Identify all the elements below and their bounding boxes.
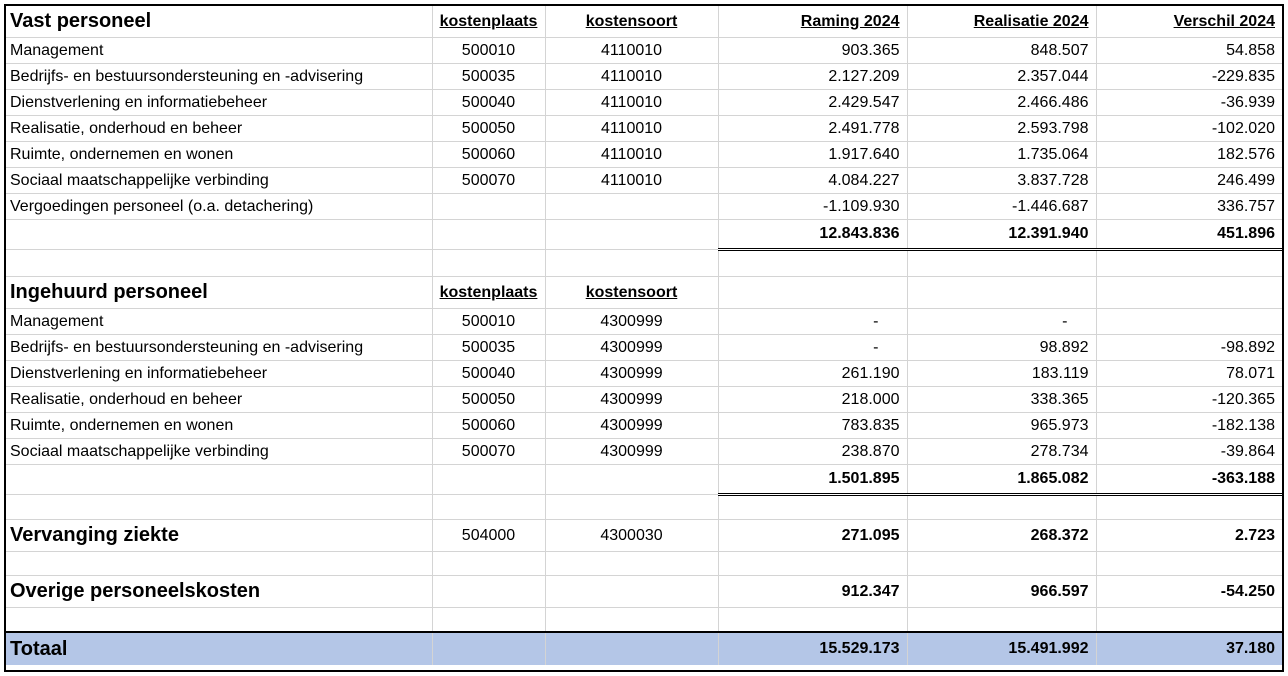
- cell-kostensoort[interactable]: 4110010: [545, 168, 718, 194]
- cell-kostenplaats[interactable]: 500070: [432, 168, 545, 194]
- empty-cell[interactable]: [907, 495, 1096, 520]
- spreadsheet: [4, 4, 1284, 672]
- cell-verschil[interactable]: 78.071: [1096, 361, 1282, 387]
- overige-row: [6, 576, 1282, 608]
- cell-raming[interactable]: 912.347: [718, 576, 907, 608]
- table-row: [6, 168, 1282, 194]
- cell-raming[interactable]: -1.109.930: [718, 194, 907, 220]
- empty-cell[interactable]: [432, 632, 545, 665]
- spacer-row: [6, 552, 1282, 576]
- spacer-row: [6, 495, 1282, 520]
- section-title-ingehuurd[interactable]: Ingehuurd personeel: [6, 277, 432, 309]
- cell-kostenplaats[interactable]: 500040: [432, 361, 545, 387]
- cell-verschil[interactable]: 336.757: [1096, 194, 1282, 220]
- cell-kostensoort[interactable]: 4110010: [545, 90, 718, 116]
- empty-cell[interactable]: [907, 250, 1096, 277]
- vast-subtotal-row: [6, 220, 1282, 250]
- cell-kostensoort[interactable]: 4110010: [545, 38, 718, 64]
- row-label[interactable]: Sociaal maatschappelijke verbinding: [6, 439, 432, 465]
- empty-cell[interactable]: [432, 220, 545, 250]
- col-header-verschil[interactable]: Verschil 2024: [1096, 6, 1282, 38]
- cell-verschil[interactable]: -54.250: [1096, 576, 1282, 608]
- vast-header-row: [6, 6, 1282, 38]
- empty-cell[interactable]: [718, 552, 907, 576]
- cell-kostenplaats[interactable]: 500060: [432, 413, 545, 439]
- table-row: [6, 194, 1282, 220]
- empty-cell[interactable]: [432, 250, 545, 277]
- cell-realisatie[interactable]: 848.507: [907, 38, 1096, 64]
- personnel-cost-table: [6, 6, 1282, 665]
- cell-verschil[interactable]: -229.835: [1096, 64, 1282, 90]
- cell-kostensoort[interactable]: 4300999: [545, 413, 718, 439]
- cell-kostenplaats[interactable]: 500035: [432, 64, 545, 90]
- empty-cell[interactable]: [432, 495, 545, 520]
- row-label[interactable]: Vergoedingen personeel (o.a. detachering): [6, 194, 432, 220]
- cell-raming[interactable]: 2.127.209: [718, 64, 907, 90]
- cell-realisatie[interactable]: 268.372: [907, 520, 1096, 552]
- col-header-kostensoort[interactable]: kostensoort: [545, 277, 718, 309]
- empty-cell[interactable]: [6, 495, 432, 520]
- empty-cell[interactable]: [545, 608, 718, 633]
- col-header-kostensoort[interactable]: kostensoort: [545, 6, 718, 38]
- cell-verschil[interactable]: 2.723: [1096, 520, 1282, 552]
- empty-cell[interactable]: [718, 277, 907, 309]
- empty-cell[interactable]: [6, 250, 432, 277]
- cell-kostensoort[interactable]: 4110010: [545, 116, 718, 142]
- table-row: [6, 413, 1282, 439]
- cell-realisatie[interactable]: 1.735.064: [907, 142, 1096, 168]
- cell-realisatie[interactable]: 338.365: [907, 387, 1096, 413]
- subtotal-realisatie[interactable]: 1.865.082: [907, 465, 1096, 495]
- spacer-row: [6, 250, 1282, 277]
- row-label[interactable]: Realisatie, onderhoud en beheer: [6, 116, 432, 142]
- cell-verschil[interactable]: [1096, 309, 1282, 335]
- cell-raming[interactable]: 261.190: [718, 361, 907, 387]
- empty-cell[interactable]: [1096, 250, 1282, 277]
- table-row: [6, 387, 1282, 413]
- cell-kostenplaats[interactable]: 500070: [432, 439, 545, 465]
- table-row: [6, 439, 1282, 465]
- empty-cell[interactable]: [718, 608, 907, 633]
- row-label[interactable]: Ruimte, ondernemen en wonen: [6, 413, 432, 439]
- totaal-raming[interactable]: 15.529.173: [718, 632, 907, 665]
- cell-realisatie[interactable]: 965.973: [907, 413, 1096, 439]
- subtotal-raming[interactable]: 12.843.836: [718, 220, 907, 250]
- cell-raming[interactable]: 2.491.778: [718, 116, 907, 142]
- cell-kostensoort[interactable]: 4300999: [545, 361, 718, 387]
- table-row: [6, 90, 1282, 116]
- cell-kostenplaats[interactable]: [432, 194, 545, 220]
- cell-verschil[interactable]: 246.499: [1096, 168, 1282, 194]
- empty-cell[interactable]: [545, 250, 718, 277]
- section-title-vast[interactable]: Vast personeel: [6, 6, 432, 38]
- row-label[interactable]: Management: [6, 309, 432, 335]
- row-label[interactable]: Dienstverlening en informatiebeheer: [6, 90, 432, 116]
- cell-kostensoort[interactable]: 4110010: [545, 142, 718, 168]
- col-header-raming[interactable]: Raming 2024: [718, 6, 907, 38]
- row-label[interactable]: Bedrijfs- en bestuursondersteuning en -advisering: [6, 335, 432, 361]
- empty-cell[interactable]: [545, 495, 718, 520]
- cell-kostensoort[interactable]: 4300999: [545, 335, 718, 361]
- empty-cell[interactable]: [432, 576, 545, 608]
- cell-raming[interactable]: 903.365: [718, 38, 907, 64]
- empty-cell[interactable]: [432, 465, 545, 495]
- empty-cell[interactable]: [907, 277, 1096, 309]
- col-header-kostenplaats[interactable]: kostenplaats: [432, 277, 545, 309]
- cell-verschil[interactable]: 54.858: [1096, 38, 1282, 64]
- section-title-vervanging[interactable]: Vervanging ziekte: [6, 520, 432, 552]
- cell-raming[interactable]: 218.000: [718, 387, 907, 413]
- totaal-realisatie[interactable]: 15.491.992: [907, 632, 1096, 665]
- subtotal-verschil[interactable]: 451.896: [1096, 220, 1282, 250]
- cell-verschil[interactable]: -39.864: [1096, 439, 1282, 465]
- cell-verschil[interactable]: -36.939: [1096, 90, 1282, 116]
- cell-raming[interactable]: 783.835: [718, 413, 907, 439]
- cell-kostenplaats[interactable]: 500010: [432, 38, 545, 64]
- row-label[interactable]: Management: [6, 38, 432, 64]
- table-row: [6, 335, 1282, 361]
- empty-cell[interactable]: [1096, 552, 1282, 576]
- section-title-overige[interactable]: Overige personeelskosten: [6, 576, 432, 608]
- cell-realisatie[interactable]: 98.892: [907, 335, 1096, 361]
- cell-realisatie[interactable]: -: [907, 309, 1096, 335]
- empty-cell[interactable]: [545, 632, 718, 665]
- col-header-kostenplaats[interactable]: kostenplaats: [432, 6, 545, 38]
- table-row: [6, 309, 1282, 335]
- subtotal-realisatie[interactable]: 12.391.940: [907, 220, 1096, 250]
- cell-kostensoort[interactable]: [545, 194, 718, 220]
- cell-raming[interactable]: 2.429.547: [718, 90, 907, 116]
- cell-kostenplaats[interactable]: 500060: [432, 142, 545, 168]
- totaal-verschil[interactable]: 37.180: [1096, 632, 1282, 665]
- cell-verschil[interactable]: 182.576: [1096, 142, 1282, 168]
- cell-kostensoort[interactable]: 4300999: [545, 439, 718, 465]
- subtotal-verschil[interactable]: -363.188: [1096, 465, 1282, 495]
- totaal-label[interactable]: Totaal: [6, 632, 432, 665]
- empty-cell[interactable]: [545, 465, 718, 495]
- cell-realisatie[interactable]: 278.734: [907, 439, 1096, 465]
- cell-realisatie[interactable]: 2.466.486: [907, 90, 1096, 116]
- cell-verschil[interactable]: -182.138: [1096, 413, 1282, 439]
- cell-kostensoort[interactable]: 4300999: [545, 387, 718, 413]
- cell-kostenplaats[interactable]: 500010: [432, 309, 545, 335]
- row-label[interactable]: Ruimte, ondernemen en wonen: [6, 142, 432, 168]
- vervanging-row: [6, 520, 1282, 552]
- col-header-realisatie[interactable]: Realisatie 2024: [907, 6, 1096, 38]
- cell-raming[interactable]: 1.917.640: [718, 142, 907, 168]
- empty-cell[interactable]: [6, 220, 432, 250]
- empty-cell[interactable]: [6, 608, 432, 633]
- row-label[interactable]: Dienstverlening en informatiebeheer: [6, 361, 432, 387]
- cell-realisatie[interactable]: 966.597: [907, 576, 1096, 608]
- cell-realisatie[interactable]: -1.446.687: [907, 194, 1096, 220]
- empty-cell[interactable]: [907, 552, 1096, 576]
- cell-kostenplaats[interactable]: 500050: [432, 116, 545, 142]
- cell-raming[interactable]: 271.095: [718, 520, 907, 552]
- cell-raming[interactable]: 238.870: [718, 439, 907, 465]
- cell-kostensoort[interactable]: 4300999: [545, 309, 718, 335]
- row-label[interactable]: Bedrijfs- en bestuursondersteuning en -advisering: [6, 64, 432, 90]
- table-row: [6, 64, 1282, 90]
- cell-kostensoort[interactable]: 4300030: [545, 520, 718, 552]
- empty-cell[interactable]: [432, 552, 545, 576]
- empty-cell[interactable]: [1096, 495, 1282, 520]
- cell-realisatie[interactable]: 3.837.728: [907, 168, 1096, 194]
- cell-raming[interactable]: 4.084.227: [718, 168, 907, 194]
- table-row: [6, 116, 1282, 142]
- empty-cell[interactable]: [718, 250, 907, 277]
- empty-cell[interactable]: [545, 220, 718, 250]
- table-row: [6, 142, 1282, 168]
- empty-cell[interactable]: [6, 465, 432, 495]
- ingehuurd-subtotal-row: [6, 465, 1282, 495]
- spacer-row: [6, 608, 1282, 633]
- cell-kostenplaats[interactable]: 500040: [432, 90, 545, 116]
- empty-cell[interactable]: [545, 576, 718, 608]
- empty-cell[interactable]: [432, 608, 545, 633]
- cell-verschil[interactable]: -98.892: [1096, 335, 1282, 361]
- row-label[interactable]: Sociaal maatschappelijke verbinding: [6, 168, 432, 194]
- empty-cell[interactable]: [1096, 277, 1282, 309]
- cell-raming[interactable]: -: [718, 309, 907, 335]
- empty-cell[interactable]: [907, 608, 1096, 633]
- totaal-row: [6, 632, 1282, 665]
- cell-realisatie[interactable]: 2.357.044: [907, 64, 1096, 90]
- row-label[interactable]: Realisatie, onderhoud en beheer: [6, 387, 432, 413]
- table-row: [6, 361, 1282, 387]
- subtotal-raming[interactable]: 1.501.895: [718, 465, 907, 495]
- cell-kostenplaats[interactable]: 500050: [432, 387, 545, 413]
- ingehuurd-header-row: [6, 277, 1282, 309]
- empty-cell[interactable]: [6, 552, 432, 576]
- cell-raming[interactable]: -: [718, 335, 907, 361]
- cell-verschil[interactable]: -120.365: [1096, 387, 1282, 413]
- cell-verschil[interactable]: -102.020: [1096, 116, 1282, 142]
- empty-cell[interactable]: [545, 552, 718, 576]
- cell-kostenplaats[interactable]: 504000: [432, 520, 545, 552]
- cell-realisatie[interactable]: 183.119: [907, 361, 1096, 387]
- cell-kostenplaats[interactable]: 500035: [432, 335, 545, 361]
- cell-kostensoort[interactable]: 4110010: [545, 64, 718, 90]
- empty-cell[interactable]: [718, 495, 907, 520]
- cell-realisatie[interactable]: 2.593.798: [907, 116, 1096, 142]
- table-row: [6, 38, 1282, 64]
- empty-cell[interactable]: [1096, 608, 1282, 633]
